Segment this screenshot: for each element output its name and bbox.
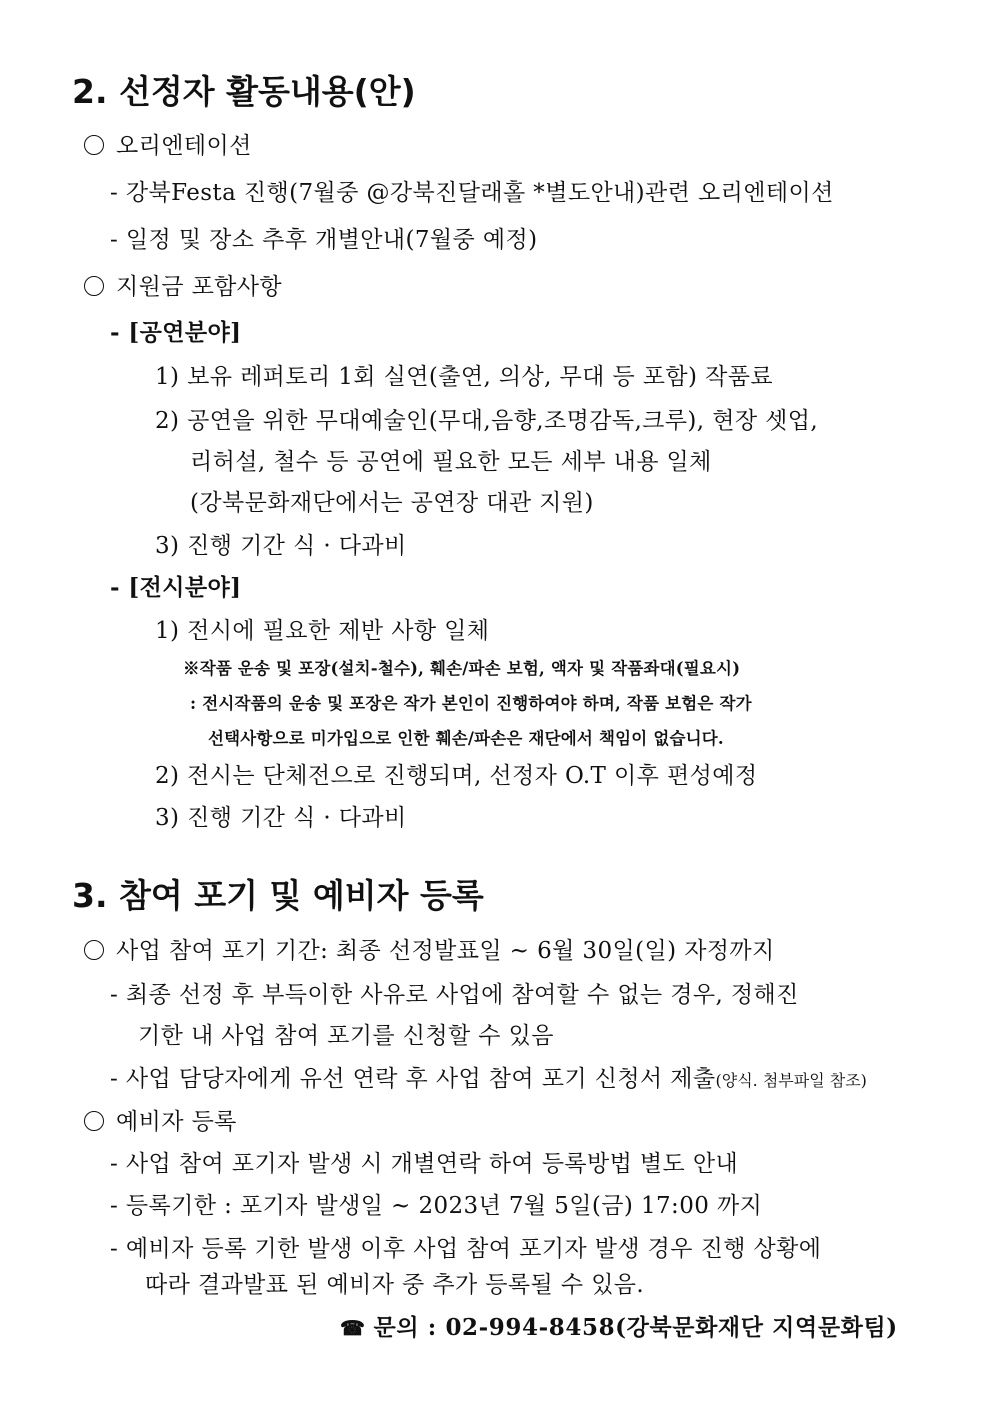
orientation-item-2: - 일정 및 장소 추후 개별안내(7월중 예정) <box>110 227 538 253</box>
circle-bullet-icon <box>84 940 104 960</box>
reserve-item-3-line-2: 따라 결과발표 된 예비자 중 추가 등록될 수 있음. <box>145 1272 645 1298</box>
phone-icon: ☎ <box>340 1316 366 1340</box>
performance-item-2-line-1: 2) 공연을 위한 무대예술인(무대,음향,조명감독,크루), 현장 셋업, <box>155 408 819 434</box>
withdraw-item-1-line-2: 기한 내 사업 참여 포기를 신청할 수 있음 <box>138 1023 554 1049</box>
reserve-heading: 예비자 등록 <box>84 1107 237 1137</box>
circle-bullet-icon <box>84 1111 104 1131</box>
orientation-item-1: - 강북Festa 진행(7월중 @강북진달래홀 *별도안내)관련 오리엔테이션 <box>110 180 834 206</box>
circle-bullet-icon <box>84 276 104 296</box>
reserve-item-1: - 사업 참여 포기자 발생 시 개별연락 하여 등록방법 별도 안내 <box>110 1151 739 1177</box>
reserve-item-3-line-1: - 예비자 등록 기한 발생 이후 사업 참여 포기자 발생 경우 진행 상황에 <box>110 1236 822 1262</box>
contact-line: ☎ 문의 : 02-994-8458(강북문화재단 지역문화팀) <box>340 1314 898 1341</box>
support-heading: 지원금 포함사항 <box>84 272 282 302</box>
section2-title: 2. 선정자 활동내용(안) <box>72 72 416 111</box>
exhibition-note-1: ※작품 운송 및 포장(설치-철수), 훼손/파손 보험, 액자 및 작품좌대(필요시) <box>183 659 741 678</box>
withdraw-heading: 사업 참여 포기 기간: 최종 선정발표일 ~ 6월 30일(일) 자정까지 <box>84 936 775 966</box>
exhibition-item-3: 3) 진행 기간 식 · 다과비 <box>155 805 407 831</box>
exhibition-item-2: 2) 전시는 단체전으로 진행되며, 선정자 O.T 이후 편성예정 <box>155 763 758 789</box>
reserve-item-2: - 등록기한 : 포기자 발생일 ~ 2023년 7월 5일(금) 17:00 까지 <box>110 1193 763 1219</box>
orientation-heading: 오리엔테이션 <box>84 131 252 161</box>
exhibition-note-2: : 전시작품의 운송 및 포장은 작가 본인이 진행하여야 하며, 작품 보험은 작가 <box>190 694 752 713</box>
section3-title: 3. 참여 포기 및 예비자 등록 <box>72 876 484 915</box>
performance-item-1: 1) 보유 레퍼토리 1회 실연(출연, 의상, 무대 등 포함) 작품료 <box>155 364 773 390</box>
exhibition-note-3: 선택사항으로 미가입으로 인한 훼손/파손은 재단에서 책임이 없습니다. <box>208 729 724 748</box>
exhibition-label: - [전시분야] <box>110 574 242 601</box>
performance-item-3: 3) 진행 기간 식 · 다과비 <box>155 533 407 559</box>
exhibition-item-1: 1) 전시에 필요한 제반 사항 일체 <box>155 618 490 644</box>
performance-item-2-line-3: (강북문화재단에서는 공연장 대관 지원) <box>190 490 594 516</box>
withdraw-item-1-line-1: - 최종 선정 후 부득이한 사유로 사업에 참여할 수 없는 경우, 정해진 <box>110 982 799 1008</box>
performance-label: - [공연분야] <box>110 319 242 346</box>
withdraw-item-2: - 사업 담당자에게 유선 연락 후 사업 참여 포기 신청서 제출(양식. 첨부파일 참조) <box>110 1066 867 1092</box>
performance-item-2-line-2: 리허설, 철수 등 공연에 필요한 모든 세부 내용 일체 <box>190 449 712 475</box>
circle-bullet-icon <box>84 135 104 155</box>
